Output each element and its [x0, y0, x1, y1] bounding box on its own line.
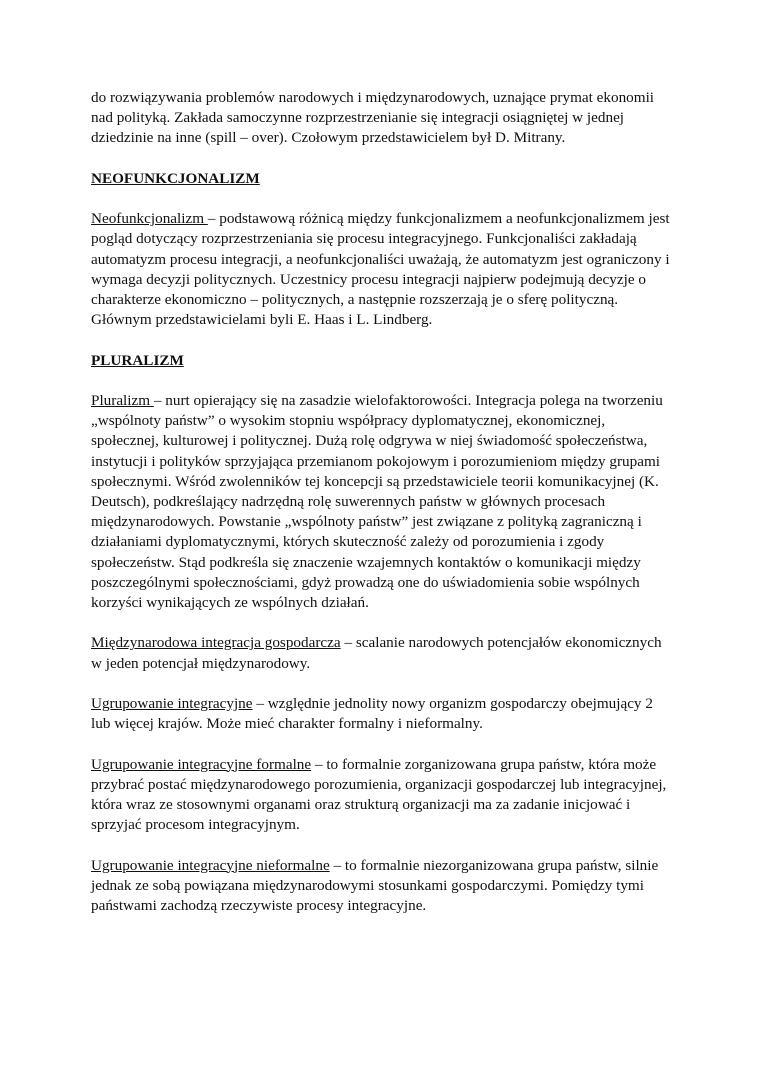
pluralizm-text: – nurt opierający się na zasadzie wielofaktorowości. Integracja polega na tworzeniu „wspólnoty państw” o wysokim stopniu współpracy dyplomatycznej, ekonomicznej, społecznej, kulturowej i politycznej. Dużą rolę odgrywa w niej świadomość społeczeństwa, instytucji i polityków sprzyjająca przemianom pokojowym i porozumieniom między grupami społecznymi. Wśród zwolenników tej koncepcji są przedstawiciele teorii komunikacyjnej (K. Deutsch), podkreślający nadrzędną rolę suwerennych państw w głównych procesach międzynarodowych. Powstanie „wspólnoty państw” jest związane z polityką zagraniczną i działaniami dyplomatycznymi, których skuteczność zależy od porozumienia i zgody społeczeństw. Stąd podkreśla się znaczenie wzajemnych kontaktów o komunikacji między poszczególnymi społecznościami, gdyż prowadzą one do uświadomienia sobie wspólnych korzyści wynikających ze wspólnych działań.	[91, 391, 663, 612]
term-integracja-gospodarcza: Międzynarodowa integracja gospodarcza	[91, 634, 341, 652]
definition-text: – względnie jednolity nowy organizm gospodarczy obejmujący 2 lub więcej krajów. Może mieć charakter formalny i nieformalny.	[91, 695, 653, 733]
section-heading-neofunkcjonalizm: NEOFUNKCJONALIZM	[91, 169, 260, 187]
definition-paragraph	[91, 694, 673, 734]
pluralizm-paragraph	[91, 391, 673, 613]
term-ugrupowanie-nieformalne: Ugrupowanie integracyjne nieformalne	[91, 856, 330, 874]
intro-paragraph: do rozwiązywania problemów narodowych i międzynarodowych, uznające prymat ekonomii nad polityką. Zakłada samoczynne rozprzestrzenianie się integracji osiągniętej w jednej dziedzinie na inne (spill – over). Czołowym przedstawicielem był D. Mitrany.	[91, 89, 655, 147]
definition-text: – to formalnie zorganizowana grupa państw, która może przybrać postać międzynarodowego porozumienia, organizacji gospodarczej lub integracyjnej, która wraz ze stosownymi organami oraz strukturą organizacji ma za zadanie inicjować i sprzyjać procesom integracyjnym.	[91, 755, 667, 834]
neofunkcjonalizm-paragraph	[91, 209, 673, 330]
definition-paragraph	[91, 856, 673, 917]
definition-paragraph	[91, 633, 673, 673]
definition-paragraph	[91, 755, 673, 836]
section-heading-pluralizm: PLURALIZM	[91, 351, 184, 369]
term-ugrupowanie-formalne: Ugrupowanie integracyjne formalne	[91, 755, 312, 773]
definition-text: – scalanie narodowych potencjałów ekonomicznych w jeden potencjał międzynarodowy.	[91, 634, 662, 672]
neofunkcjonalizm-text: – podstawową różnicą między funkcjonalizmem a neofunkcjonalizmem jest pogląd dotyczący rozprzestrzeniania się procesu integracyjnego. Funkcjonaliści zakładają automatyzm procesu integracji, a neofunkcjonaliści uważają, że automatyzm jest ograniczony i wymaga decyzji politycznych. Uczestnicy procesu integracji najpierw podejmują decyzje o charakterze ekonomiczno – politycznych, a następnie rozszerzają je o sferę polityczną. Głównym przedstawicielami byli E. Haas i L. Lindberg.	[91, 210, 670, 329]
document-page	[91, 88, 673, 936]
definition-text: – to formalnie niezorganizowana grupa państw, silnie jednak ze sobą powiązana międzynarodowymi stosunkami gospodarczymi. Pomiędzy tymi państwami zachodzą rzeczywiste procesy integracyjne.	[91, 856, 659, 914]
term-pluralizm: Pluralizm	[91, 391, 154, 409]
term-ugrupowanie-integracyjne: Ugrupowanie integracyjne	[91, 695, 253, 712]
term-neofunkcjonalizm: Neofunkcjonalizm	[91, 210, 208, 228]
